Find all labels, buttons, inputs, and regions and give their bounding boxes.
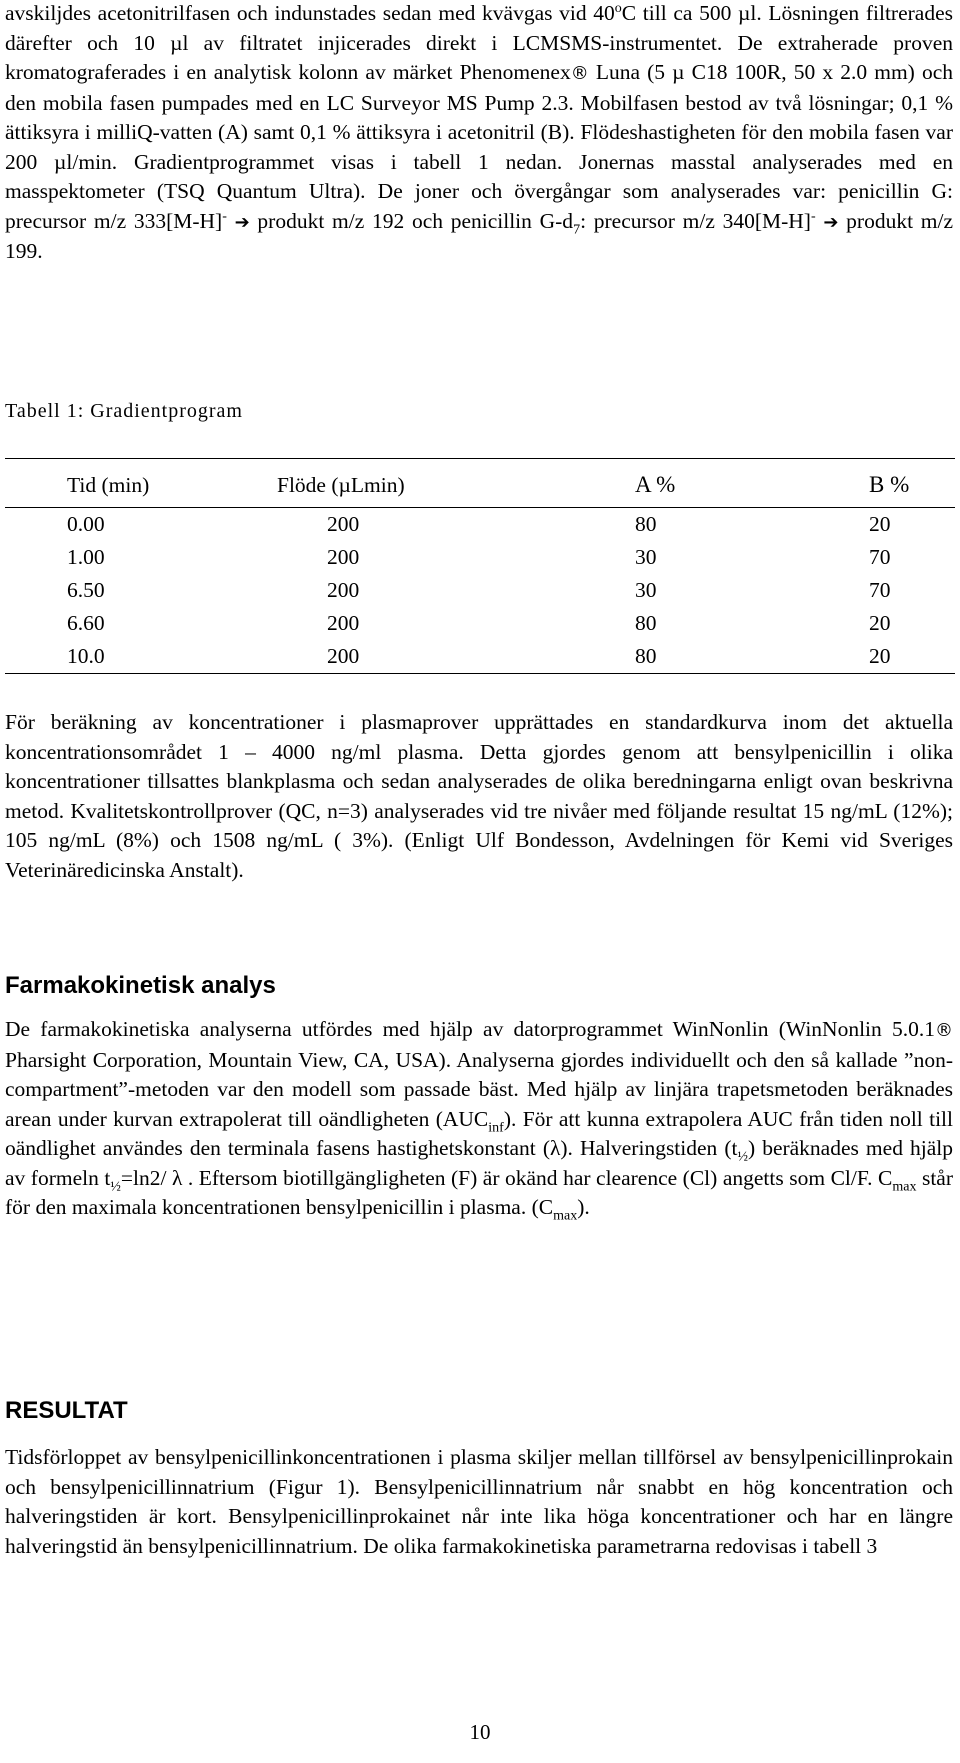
cell-time: 10.0 (5, 640, 277, 674)
cell-time: 6.60 (67, 611, 105, 635)
cell-time: 6.50 (67, 578, 105, 602)
registered-icon: ® (935, 1020, 953, 1041)
cell-flow (277, 640, 567, 674)
header-text: B % (869, 472, 910, 497)
cell-b (797, 640, 955, 674)
cell-b (797, 574, 955, 607)
column-header-a (567, 459, 797, 508)
cell-flow (277, 541, 567, 574)
paragraph-pharmacokinetic-analysis (5, 1015, 953, 1223)
section-heading-resultat: RESULTAT (5, 1397, 128, 1424)
half-subscript: ½ (737, 1149, 748, 1165)
arrow-right-icon: ➔ (823, 211, 839, 233)
gradient-table (5, 458, 955, 674)
text: produkt m/z 199. (5, 208, 954, 263)
header-text: A % (635, 472, 676, 497)
column-header-flow: Flöde (µLmin) (277, 459, 567, 508)
minus-sup: - (810, 208, 816, 224)
paragraph-standard-curve: För beräkning av koncentrationer i plasmaprover upprättades en standardkurva inom det aktuella koncentrationsområdet 1 – 4000 ng/ml plasma. Detta gjordes genom att bensylpenicillin i olika koncentrationer tillsattes blankplasma och sedan analyserades de olika beredningarna enligt ovan beskrivna metod. Kvalitetskontrollprover (QC, n=3) analyserades vid tre nivåer med följande resultat 15 ng/mL (12%); 105 ng/mL (8%) och 1508 ng/mL ( 3%). (Enligt Ulf Bondesson, Avdelningen för Kemi vid Sveriges Veterinäredicinska Anstalt). (5, 710, 953, 882)
text: Pharsight Corporation, Mountain View, CA, USA). Analyserna gjordes individuellt och den så kallade ”non-compartment”-metoden var den modell som passade bäst. Med hjälp av linjära trapetsmetoden beräknades arean under kurvan extrapolerat till oändligheten (AUC (5, 1047, 953, 1131)
minus-sup: - (222, 208, 227, 224)
registered-icon: ® (570, 63, 589, 84)
table-row (5, 508, 955, 542)
cell-text: 70 (869, 545, 891, 569)
cell-time: 1.00 (67, 545, 105, 569)
cell-text: 200 (327, 545, 360, 569)
text: står för den maximala koncentrationen bensylpenicillin i plasma. (C (5, 1165, 954, 1219)
cell-flow (277, 574, 567, 607)
cell-text: 20 (869, 611, 891, 635)
text: avskiljdes acetonitrilfasen och indunstades sedan med kvävgas vid 40 (5, 1, 615, 25)
text: =ln2/ λ . Eftersom biotillgängligheten (F) är okänd har clearence (Cl) angetts som Cl/F. C (120, 1165, 893, 1190)
column-header-b (797, 459, 955, 508)
cell-text: 200 (327, 512, 360, 536)
table-caption: Tabell 1: Gradientprogram (5, 400, 243, 422)
cell-text: 20 (869, 644, 891, 668)
page-number: 10 (469, 1720, 491, 1744)
cell-b (797, 508, 955, 542)
cell-text: 80 (635, 512, 657, 536)
paragraph-results: Tidsförloppet av bensylpenicillinkoncentrationen i plasma skiljer mellan tillförsel av bensylpenicillinprokain och bensylpenicillinnatrium (Figur 1). Bensylpenicillinnatrium når snabbt en hög koncentration och halveringstiden är kort. Bensylpenicillinprokainet når inte lika höga koncentrationer och har en längre halveringstid än bensylpenicillinnatrium. De olika farmakokinetiska parametrarna redovisas i tabell 3 (5, 1445, 953, 1558)
cell-text: 200 (327, 644, 360, 668)
d-subscript: 7 (573, 221, 581, 237)
table-row (5, 640, 955, 674)
text: ). För att kunna extrapolera AUC från tiden noll till oändlighet användes den terminala fasens hastighetskonstant (λ). Halveringstiden (t (5, 1106, 953, 1160)
table-row (5, 574, 955, 607)
cell-a (567, 541, 797, 574)
cell-b (797, 541, 955, 574)
text: C till ca 500 µl. Lösningen filtrerades därefter och 10 µl av filtratet injicerades direkt i LCMSMS-instrumentet. De extraherade proven kromatograferades i en analytisk kolonn av märket Phenomenex (5, 1, 953, 84)
cell-b (797, 607, 955, 640)
cell-a (567, 607, 797, 640)
max-subscript: max (553, 1208, 578, 1224)
section-heading-farmakokinetik: Farmakokinetisk analys (5, 972, 276, 999)
text: De farmakokinetiska analyserna utfördes med hjälp av datorprogrammet WinNonlin (WinNonlin 5.0.1 (5, 1017, 935, 1041)
column-header-time: Tid (min) (5, 459, 277, 508)
paragraph-lcmsms-method (5, 0, 953, 267)
cell-text: 30 (635, 545, 657, 569)
cell-text: 80 (635, 611, 657, 635)
text: ). (577, 1195, 590, 1219)
table-row (5, 541, 955, 574)
cell-a (567, 574, 797, 607)
max-subscript: max (892, 1178, 917, 1194)
cell-text: 80 (635, 644, 657, 668)
cell-a (567, 640, 797, 674)
cell-a (567, 508, 797, 542)
half-subscript: ½ (110, 1178, 121, 1194)
cell-time: 0.00 (67, 512, 105, 536)
text: Luna (5 µ C18 100R, 50 x 2.0 mm) och den mobila fasen pumpades med en LC Surveyor MS Pump 2.3. Mobilfasen bestod av två lösningar; 0,1 % ättiksyra i milliQ-vatten (A) samt 0,1 % ättiksyra i acetonitril (B). Flödeshastigheten för den mobila fasen var 200 µl/min. Gradientprogrammet visas i tabell 1 nedan. Jonernas masstal analyserades med en masspektometer (TSQ Quantum Ultra). De joner och övergångar som analyserades var: penicillin G: precursor m/z 333[M-H] (5, 60, 953, 233)
cell-text: 20 (869, 512, 891, 536)
table-row (5, 607, 955, 640)
arrow-right-icon: ➔ (234, 211, 250, 233)
cell-text: 30 (635, 578, 657, 602)
text: : precursor m/z 340[M-H] (580, 208, 811, 233)
cell-flow (277, 508, 567, 542)
cell-text: 70 (869, 578, 891, 602)
cell-text: 200 (327, 611, 360, 635)
table-header-row (5, 459, 955, 508)
text: produkt m/z 192 och penicillin G-d (249, 208, 574, 233)
inf-subscript: inf (488, 1119, 504, 1135)
cell-flow (277, 607, 567, 640)
text: ) beräknades med hjälp av formeln t (5, 1136, 953, 1190)
degree-sup: o (614, 0, 622, 16)
cell-text: 200 (327, 578, 360, 602)
